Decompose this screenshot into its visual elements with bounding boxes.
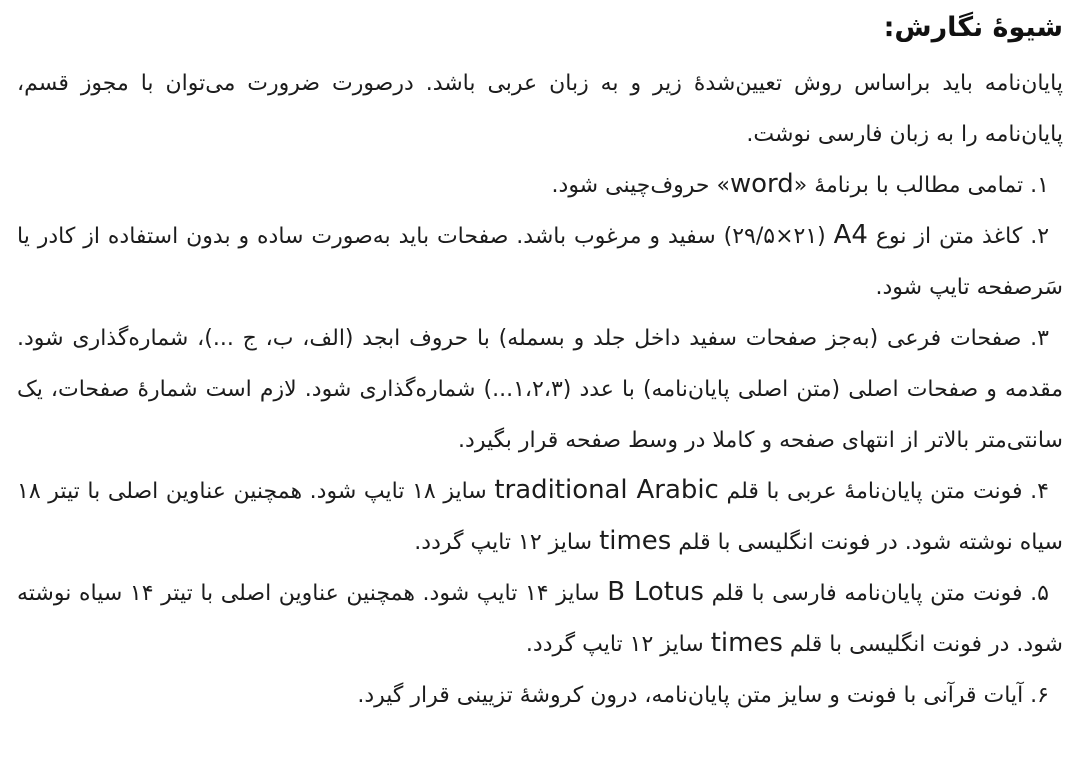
latin-term: traditional Arabic [494,475,719,505]
guideline-item-3: ۳. صفحات فرعی (به‌جز صفحات سفید داخل جلد و بسمله) با حروف ابجد (الف، ب، ج ...)، شماره‌گذاری شود. مقدمه و صفحات اصلی (متن اصلی پایان‌نامه) با عدد (۱،۲،۳...) شماره‌گذاری شود. لازم است شمارهٔ صفحات، یک سانتی‌متر بالاتر از انتهای صفحه و کاملا در وسط صفحه قرار بگیرد. [17,326,1063,453]
page-title: شیوهٔ نگارش: [883,12,1063,43]
intro-paragraph: پایان‌نامه باید براساس روش تعیین‌شدهٔ زیر و به زبان عربی باشد. درصورت ضرورت می‌توان با مجوز قسم، پایان‌نامه را به زبان فارسی نوشت. [17,71,1063,147]
latin-term: A4 [833,220,868,250]
guideline-item-1: ۱. تمامی مطالب با برنامهٔ «word» حروف‌چینی شود. [551,169,1049,199]
latin-term: times [599,526,672,556]
guideline-item-4: ۴. فونت متن پایان‌نامهٔ عربی با قلم traditional Arabic سایز ۱۸ تایپ شود. همچنین عناوین اصلی با تیتر ۱۸ سیاه نوشته شود. در فونت انگلیسی با قلم times سایز ۱۲ تایپ گردد. [17,475,1063,556]
guideline-item-6: ۶. آیات قرآنی با فونت و سایز متن پایان‌نامه، درون کروشهٔ تزیینی قرار گیرد. [357,683,1049,708]
latin-term: B Lotus [607,577,704,607]
latin-term: times [710,628,783,658]
guideline-item-5: ۵. فونت متن پایان‌نامه فارسی با قلم B Lotus سایز ۱۴ تایپ شود. همچنین عناوین اصلی با تیتر ۱۴ سیاه نوشته شود. در فونت انگلیسی با قلم times سایز ۱۲ تایپ گردد. [17,577,1063,658]
guideline-item-2: ۲. کاغذ متن از نوع A4 (۲۱×۲۹/۵) سفید و مرغوب باشد. صفحات باید به‌صورت ساده و بدون استفاده از کادر یا سَرصفحه تایپ شود. [17,220,1063,300]
latin-term: word [729,169,794,199]
